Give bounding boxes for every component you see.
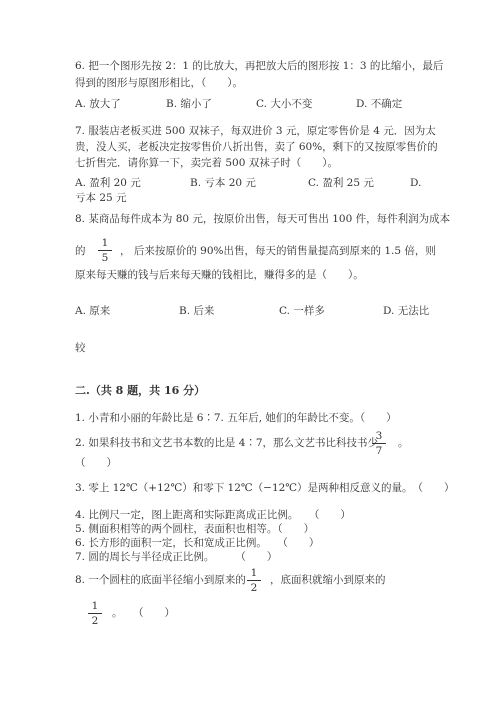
tf-q6: 6. 长方形的面积一定，长和宽成正比例。 （ ） (75, 537, 320, 549)
tf-q3: 3. 零上 12℃（+12℃）和零下 12℃（−12℃）是两种相反意义的量。 （ ） (75, 482, 455, 494)
q8-option-d[interactable]: D. 无法比 (383, 305, 430, 317)
q7-option-d[interactable]: D. (410, 177, 422, 189)
tf-q8-fraction-denominator: 2 (250, 582, 258, 594)
q8-line2-prefix: 的 (75, 245, 86, 257)
tf-q4: 4. 比例尺一定，图上距离和实际距离成正比例。 （ ） (75, 509, 351, 521)
q6-option-c[interactable]: C. 大小不变 (256, 98, 313, 110)
tf-q2-text: 2. 如果科技书和文艺书本数的比是 4∶7，那么文艺书比科技书少 (75, 437, 379, 449)
q8-option-a[interactable]: A. 原来 (75, 305, 111, 317)
q7-line3: 七折售完．请你算一下，卖完着 500 双袜子时（ ）。 (75, 157, 338, 169)
q7-option-b[interactable]: B. 亏本 20 元 (190, 177, 256, 189)
tf-q2-fraction (372, 430, 386, 457)
q7-option-a[interactable]: A. 盈利 20 元 (75, 177, 141, 189)
tf-q2-end: 。 (398, 437, 409, 449)
q7-line2: 贵，没人买，老板决定按零售价八折出售，卖了 60%，剩下的又按原零售价的 (75, 141, 438, 153)
q8-fraction (98, 237, 112, 264)
q6-option-a[interactable]: A. 放大了 (75, 98, 121, 110)
q6-option-d[interactable]: D. 不确定 (356, 98, 403, 110)
tf-q8-fraction2 (88, 600, 102, 627)
tf-q2-fraction-denominator: 7 (375, 445, 383, 457)
q7-line1: 7. 服装店老板买进 500 双袜子，每双进价 3 元，原定零售价是 4 元．因为太 (75, 125, 436, 137)
tf-q8-fraction2-denominator: 2 (91, 615, 99, 627)
section-title: 二.（共 8 题，共 16 分） (75, 384, 206, 397)
tf-q8-fraction (247, 567, 261, 594)
q7-option-c[interactable]: C. 盈利 25 元 (308, 177, 374, 189)
tf-q5: 5. 侧面积相等的两个圆柱，表面积也相等。（ ） (75, 523, 315, 535)
q8-line1: 8. 某商品每件成本为 80 元，按原价出售，每天可售出 100 件，每件利润为成本 (75, 213, 451, 225)
q7-option-d-text: 亏本 25 元 (75, 192, 127, 204)
q8-option-c[interactable]: C. 一样多 (279, 305, 325, 317)
q8-option-b[interactable]: B. 后来 (179, 305, 215, 317)
tf-q8-end: 。 （ ） (112, 607, 175, 619)
q8-line2-suffix: ， 后来按原价的 90%出售，每天的销售量提高到原来的 1.5 倍，则 (120, 245, 436, 257)
tf-q1: 1. 小青和小丽的年龄比是 6∶7. 五年后, 她们的年龄比不变。（ ） (75, 412, 397, 424)
tf-q8-text: 8. 一个圆柱的底面半径缩小到原来的 (75, 574, 246, 586)
q8-fraction-numerator: 1 (101, 237, 109, 249)
tf-q8-text2: ，底面积就缩小到原来的 (270, 574, 386, 586)
tf-q8-fraction2-numerator: 1 (91, 600, 99, 612)
tf-q2-fraction-numerator: 3 (375, 430, 383, 442)
q8-fraction-denominator: 5 (101, 252, 109, 264)
q8-option-d-text: 较 (75, 342, 86, 354)
q8-line3: 原来每天赚的钱与后来每天赚的钱相比，赚得多的是（ ）。 (75, 269, 364, 281)
tf-q7: 7. 圆的周长与半径成正比例。 （ ） (75, 551, 278, 563)
q6-option-b[interactable]: B. 缩小了 (166, 98, 212, 110)
tf-q8-fraction-numerator: 1 (250, 567, 258, 579)
q6-line1: 6. 把一个图形先按 2：1 的比放大，再把放大后的图形按 1：3 的比缩小，最后 (75, 60, 444, 72)
q6-line2: 得到的图形与原图形相比，（ ）。 (75, 77, 243, 89)
tf-q2-paren[interactable]: （ ） (75, 457, 117, 469)
